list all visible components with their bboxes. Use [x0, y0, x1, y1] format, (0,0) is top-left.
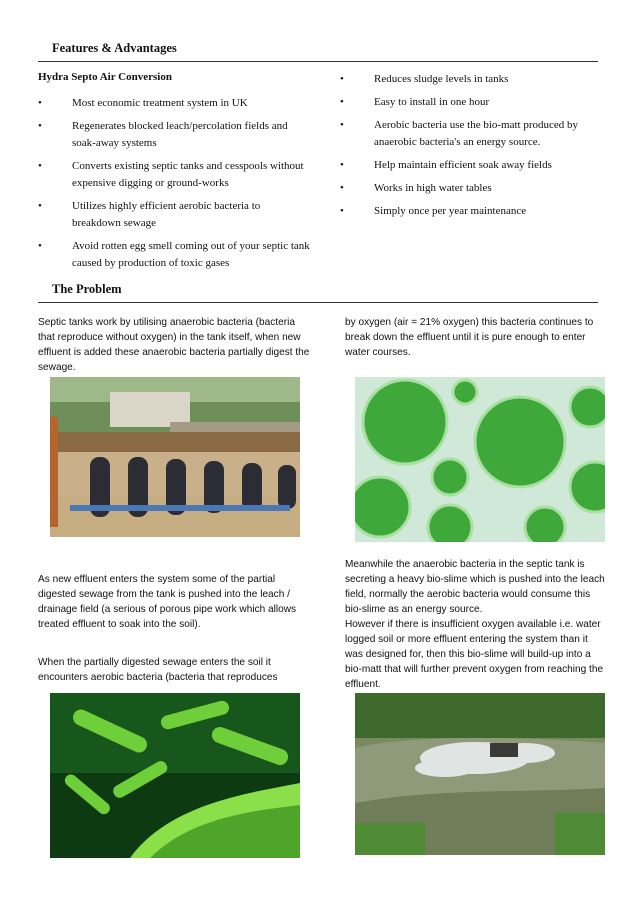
list-item-text: Most economic treatment system in UK: [72, 97, 248, 109]
bullet-icon: •: [38, 120, 42, 132]
septic-drainage-field-photo: [50, 377, 300, 537]
list-item: [38, 95, 310, 112]
problem-left-paragraph-3: When the partially digested sewage enters the soil it encounters aerobic bacteria (bacteria that reproduces: [38, 657, 278, 683]
list-item-text: Utilizes highly efficient aerobic bacteria to breakdown sewage: [72, 200, 261, 229]
green-algae-cells-photo: [355, 377, 605, 542]
bullet-icon: •: [38, 240, 42, 252]
list-item-text: Avoid rotten egg smell coming out of your septic tank caused by production of toxic gases: [72, 240, 310, 269]
list-item: [340, 71, 602, 88]
features-left-list: [38, 95, 310, 278]
list-item: [38, 118, 310, 152]
list-item-text: Aerobic bacteria use the bio-matt produced by anaerobic bacteria's an energy source.: [374, 119, 579, 148]
list-item-text: Converts existing septic tanks and cesspools without expensive digging or ground-works: [72, 160, 304, 189]
list-item: [340, 180, 602, 197]
problem-right-paragraph-2: Meanwhile the anaerobic bacteria in the septic tank is secreting a heavy bio-slime which is pushed into the leach field, normally the aerobic bacteria would consume this bio-slime as an energy source.: [345, 559, 605, 615]
problem-left-paragraph-2: As new effluent enters the system some of the partial digested sewage from the tank is pushed into the leach / drainage field (a serious of porous pipe work which allows treated effluent to soak into the soil).: [38, 574, 297, 630]
features-heading: Features & Advantages: [52, 41, 177, 55]
bullet-icon: •: [340, 96, 344, 108]
features-subheading: Hydra Septo Air Conversion: [38, 71, 172, 83]
problem-right-paragraph-3: However if there is insufficient oxygen available i.e. water logged soil or more effluent entering the system than it was designed for, then this bio-slime will build-up into a bio-matt that will further prevent oxygen from reaching the effluent.: [345, 619, 604, 690]
aerobic-bacteria-illustration: [50, 693, 300, 858]
problem-right-paragraph-1: by oxygen (air = 21% oxygen) this bacteria continues to break down the effluent until it is pure enough to enter water courses.: [345, 317, 594, 358]
list-item-text: Reduces sludge levels in tanks: [374, 73, 509, 85]
bullet-icon: •: [340, 205, 344, 217]
bullet-icon: •: [340, 119, 344, 131]
list-item-text: Regenerates blocked leach/percolation fields and soak-away systems: [72, 120, 288, 149]
problem-heading-rule: [38, 302, 598, 303]
list-item: [340, 157, 602, 174]
list-item: [38, 238, 310, 272]
list-item: [38, 198, 310, 232]
features-heading-rule: [38, 61, 598, 62]
list-item-text: Easy to install in one hour: [374, 96, 490, 108]
list-item-text: Simply once per year maintenance: [374, 205, 527, 217]
bullet-icon: •: [38, 200, 42, 212]
list-item-text: Works in high water tables: [374, 182, 492, 194]
bullet-icon: •: [340, 182, 344, 194]
bullet-icon: •: [340, 73, 344, 85]
bullet-icon: •: [38, 160, 42, 172]
bullet-icon: •: [340, 159, 344, 171]
bullet-icon: •: [38, 97, 42, 109]
problem-left-paragraph-1: Septic tanks work by utilising anaerobic bacteria (bacteria that reproduce without oxygen) in the tank itself, when new effluent is added these anaerobic bacteria partially digest the sewage.: [38, 317, 310, 373]
problem-heading: The Problem: [52, 282, 122, 296]
features-right-list: [340, 71, 602, 226]
list-item: [340, 94, 602, 111]
list-item-text: Help maintain efficient soak away fields: [374, 159, 552, 171]
flooded-outlet-water-photo: [355, 693, 605, 855]
list-item: [340, 117, 602, 151]
list-item: [340, 203, 602, 220]
list-item: [38, 158, 310, 192]
